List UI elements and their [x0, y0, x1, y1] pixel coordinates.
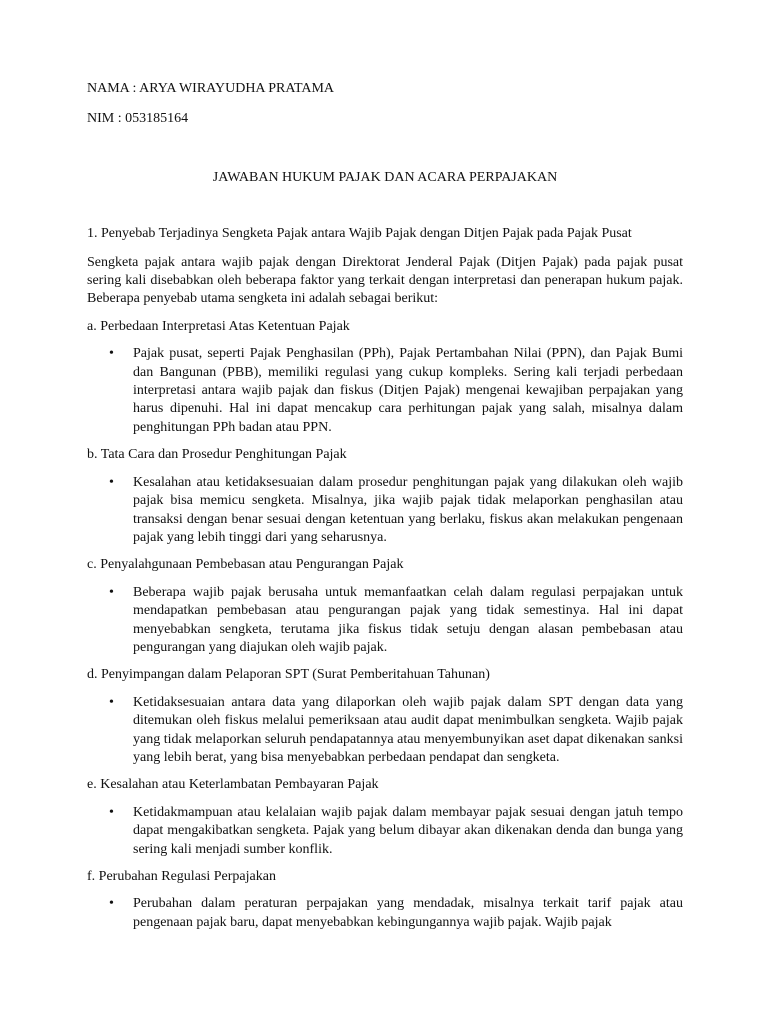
bullet-icon: •	[109, 346, 114, 362]
list-item	[87, 804, 683, 859]
bullet-list-f	[87, 895, 683, 932]
subheading-e: e. Kesalahan atau Keterlambatan Pembayaran Pajak	[87, 777, 379, 793]
bullet-text: Ketidaksesuaian antara data yang dilaporkan oleh wajib pajak dalam SPT dengan data yang ditemukan oleh fiskus melalui pemeriksaan atau audit dapat menimbulkan sengketa. Wajib pajak yang tidak melaporkan seluruh pendapatannya atau menyembunyikan aset dapat dikenakan sanksi yang lebih berat, yang bisa menyebabkan perbedaan pendapat dan sengketa.	[133, 694, 683, 765]
bullet-list-c	[87, 584, 683, 658]
bullet-icon: •	[109, 474, 114, 490]
bullet-text: Beberapa wajib pajak berusaha untuk memanfaatkan celah dalam regulasi perpajakan untuk mendapatkan pembebasan atau pengurangan pajak yang tidak semestinya. Hal ini dapat menyebabkan sengketa, terutama jika fiskus tidak setuju dengan alasan pembebasan atau pengurangan yang diajukan oleh wajib pajak.	[133, 584, 683, 655]
bullet-icon: •	[109, 896, 114, 912]
subheading-a: a. Perbedaan Interpretasi Atas Ketentuan Pajak	[87, 318, 350, 334]
bullet-icon: •	[109, 804, 114, 820]
question-heading: 1. Penyebab Terjadinya Sengketa Pajak antara Wajib Pajak dengan Ditjen Pajak pada Pajak Pusat	[87, 226, 632, 242]
subheading-d: d. Penyimpangan dalam Pelaporan SPT (Surat Pemberitahuan Tahunan)	[87, 667, 490, 683]
list-item	[87, 474, 683, 548]
list-item	[87, 345, 683, 437]
subheading-b: b. Tata Cara dan Prosedur Penghitungan Pajak	[87, 447, 347, 463]
student-nim: NIM : 053185164	[87, 111, 189, 127]
subheading-f: f. Perubahan Regulasi Perpajakan	[87, 869, 276, 884]
bullet-icon: •	[109, 584, 114, 600]
bullet-list-a	[87, 345, 683, 437]
bullet-list-b	[87, 474, 683, 548]
intro-paragraph: Sengketa pajak antara wajib pajak dengan Direktorat Jenderal Pajak (Ditjen Pajak) pada pajak pusat sering kali disebabkan oleh beberapa faktor yang terkait dengan interpretasi dan penerapan hukum pajak. Beberapa penyebab utama sengketa ini adalah sebagai berikut:	[87, 254, 683, 307]
list-item	[87, 694, 683, 768]
student-name: NAMA : ARYA WIRAYUDHA PRATAMA	[87, 81, 335, 96]
bullet-list-e	[87, 804, 683, 859]
bullet-list-d	[87, 694, 683, 768]
document-page	[87, 80, 683, 932]
bullet-text: Pajak pusat, seperti Pajak Penghasilan (PPh), Pajak Pertambahan Nilai (PPN), dan Pajak Bumi dan Bangunan (PBB), memiliki regulasi yang cukup kompleks. Sering kali terjadi perbedaan interpretasi antara wajib pajak dan fiskus (Ditjen Pajak) mengenai kewajiban perpajakan yang harus dipenuhi. Hal ini dapat mencakup cara perhitungan pajak yang salah, misalnya dalam penghitungan PPh badan atau PPN.	[133, 346, 683, 435]
list-item	[87, 584, 683, 658]
list-item	[87, 895, 683, 932]
bullet-text: Perubahan dalam peraturan perpajakan yang mendadak, misalnya terkait tarif pajak atau pengenaan pajak baru, dapat menyebabkan kebingungannya wajib pajak. Wajib pajak	[133, 896, 683, 930]
bullet-text: Kesalahan atau ketidaksesuaian dalam prosedur penghitungan pajak yang dilakukan oleh wajib pajak bisa memicu sengketa. Misalnya, jika wajib pajak tidak melaporkan penghasilan atau transaksi dengan benar sesuai dengan ketentuan yang berlaku, fiskus akan melakukan pengenaan pajak yang lebih tinggi dari yang seharusnya.	[133, 474, 683, 545]
bullet-text: Ketidakmampuan atau kelalaian wajib pajak dalam membayar pajak sesuai dengan jatuh tempo dapat mengakibatkan sengketa. Pajak yang belum dibayar akan dikenakan denda dan bunga yang sering kali menjadi sumber konflik.	[133, 804, 683, 857]
document-title: JAWABAN HUKUM PAJAK DAN ACARA PERPAJAKAN	[212, 169, 558, 185]
subheading-c: c. Penyalahgunaan Pembebasan atau Pengurangan Pajak	[87, 557, 404, 573]
bullet-icon: •	[109, 694, 114, 710]
